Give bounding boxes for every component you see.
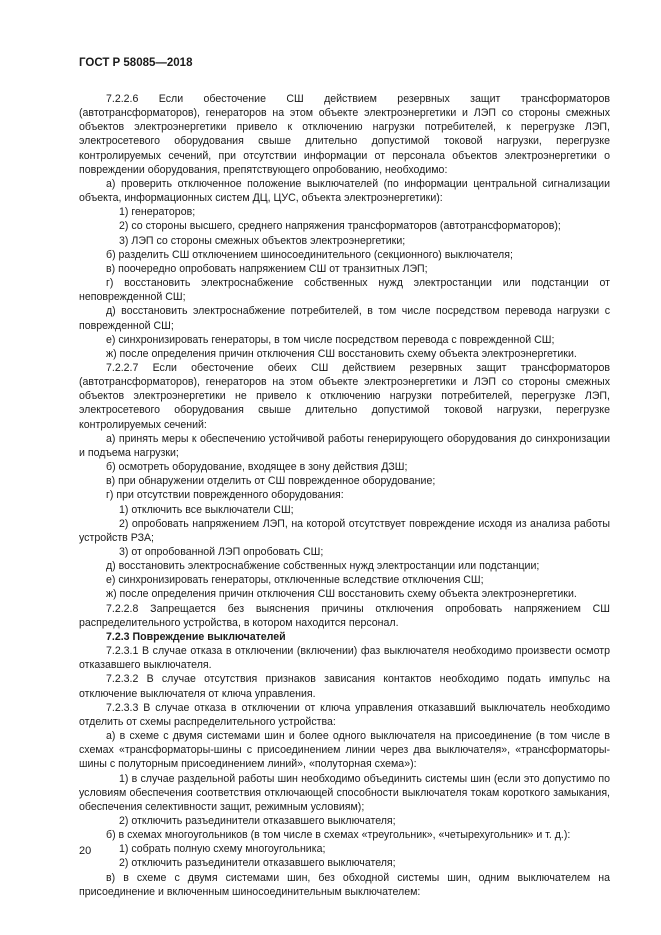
paragraph: г) восстановить электроснабжение собственных нужд электростанции или подстанции от неповрежденной СШ; [79, 277, 610, 304]
paragraph: е) синхронизировать генераторы, отключенные вследствие отключения СШ; [106, 574, 484, 587]
paragraph: 2) отключить разъединители отказавшего выключателя; [119, 814, 396, 827]
paragraph: 1) отключить все выключатели СШ; [119, 503, 294, 516]
paragraph: в) при обнаружении отделить от СШ поврежденное оборудование; [106, 475, 436, 488]
paragraph: 1) в случае раздельной работы шин необходимо объединить системы шин (если это допустимо по условиям обеспечения соответствия отключающей способности выключателя токам короткого замыкания, обеспечения селективности защит, режимным условиям); [79, 772, 610, 813]
paragraph: в) поочередно опробовать напряжением СШ от транзитных ЛЭП; [106, 262, 428, 275]
paragraph: ж) после определения причин отключения СШ восстановить схему объекта электроэнергетики. [106, 588, 577, 601]
paragraph: 3) ЛЭП со стороны смежных объектов электроэнергетики; [119, 234, 406, 247]
paragraph: 1) генераторов; [119, 206, 196, 219]
paragraph: б) в схемах многоугольников (в том числе в схемах «треугольник», «четырехугольник» и т. д.): [106, 829, 571, 842]
paragraph: д) восстановить электроснабжение потребителей, в том числе посредством перевода нагрузки с поврежденной СШ; [79, 305, 610, 332]
paragraph: 7.2.3 Повреждение выключателей [106, 630, 286, 643]
document-header: ГОСТ Р 58085—2018 [79, 57, 193, 69]
paragraph: б) разделить СШ отключением шиносоединительного (секционного) выключателя; [106, 248, 513, 261]
paragraph: 7.2.2.7 Если обесточение обеих СШ действием резервных защит трансформаторов (автотрансформаторов), генераторов на этом объекте электроэнергетики и ЛЭП со стороны смежных объектов электроэнергетики не привело к отключению нагрузки потребителей, перегрузке ЛЭП, электросетевого оборудования свыше длительно допустимой токовой нагрузки, перегрузке контролируемых сечений: [79, 361, 610, 431]
paragraph: е) синхронизировать генераторы, в том числе посредством перевода с поврежденной СШ; [106, 333, 555, 346]
paragraph: 2) отключить разъединители отказавшего выключателя; [119, 857, 396, 870]
paragraph: г) при отсутствии поврежденного оборудования: [106, 489, 344, 502]
paragraph: д) восстановить электроснабжение собственных нужд электростанции или подстанции; [106, 560, 540, 573]
paragraph: 7.2.2.6 Если обесточение СШ действием резервных защит трансформаторов (автотрансформаторов), генераторов на этом объекте электроэнергетики и ЛЭП со стороны смежных объектов электроэнергетики привело к отключению нагрузки потребителей, к перегрузке ЛЭП, электросетевого оборудования свыше длительно допустимой токовой нагрузки, перегрузке контролируемых сечений, при отсутствии информации от персонала объектов электроэнергетики о повреждении оборудования, препятствующего опробованию, необходимо: [79, 93, 610, 176]
paragraph: а) проверить отключенное положение выключателей (по информации центральной сигнализации объекта, информационных систем ДЦ, ЦУС, объекта электроэнергетики): [79, 177, 610, 205]
document-body [79, 92, 610, 899]
paragraph: 2) опробовать напряжением ЛЭП, на которой отсутствует повреждение исходя из анализа работы устройств РЗА; [79, 517, 610, 544]
page-number: 20 [79, 845, 92, 857]
paragraph: 2) со стороны высшего, среднего напряжения трансформаторов (автотрансформаторов); [119, 220, 561, 233]
paragraph: ж) после определения причин отключения СШ восстановить схему объекта электроэнергетики. [106, 347, 577, 360]
paragraph: 1) собрать полную схему многоугольника; [119, 843, 326, 856]
paragraph: а) принять меры к обеспечению устойчивой работы генерирующего оборудования до синхронизации и подъема нагрузки; [79, 432, 610, 459]
paragraph: а) в схеме с двумя системами шин и более одного выключателя на присоединение (в том числе в схемах «трансформаторы-шины с присоединением линии через два выключателя», «трансформаторы-шины с полуторным присоединением линий», «полуторная схема»): [79, 730, 610, 771]
paragraph: б) осмотреть оборудование, входящее в зону действия ДЗШ; [106, 461, 408, 474]
paragraph: 7.2.3.2 В случае отсутствия признаков зависания контактов необходимо подать импульс на отключение выключателя от ключа управления. [79, 673, 610, 700]
paragraph: 7.2.3.3 В случае отказа в отключении от ключа управления отказавший выключатель необходимо отделить от схемы распределительного устройства: [79, 701, 610, 728]
paragraph: 7.2.3.1 В случае отказа в отключении (включении) фаз выключателя необходимо произвести осмотр отказавшего выключателя. [79, 645, 610, 672]
paragraph: 7.2.2.8 Запрещается без выяснения причины отключения опробовать напряжением СШ распределительного устройства, в котором находится персонал. [79, 602, 610, 629]
paragraph: 3) от опробованной ЛЭП опробовать СШ; [119, 546, 324, 558]
paragraph: в) в схеме с двумя системами шин, без обходной системы шин, одним выключателем на присоединение и включенным шиносоединительным выключателем: [79, 871, 610, 898]
